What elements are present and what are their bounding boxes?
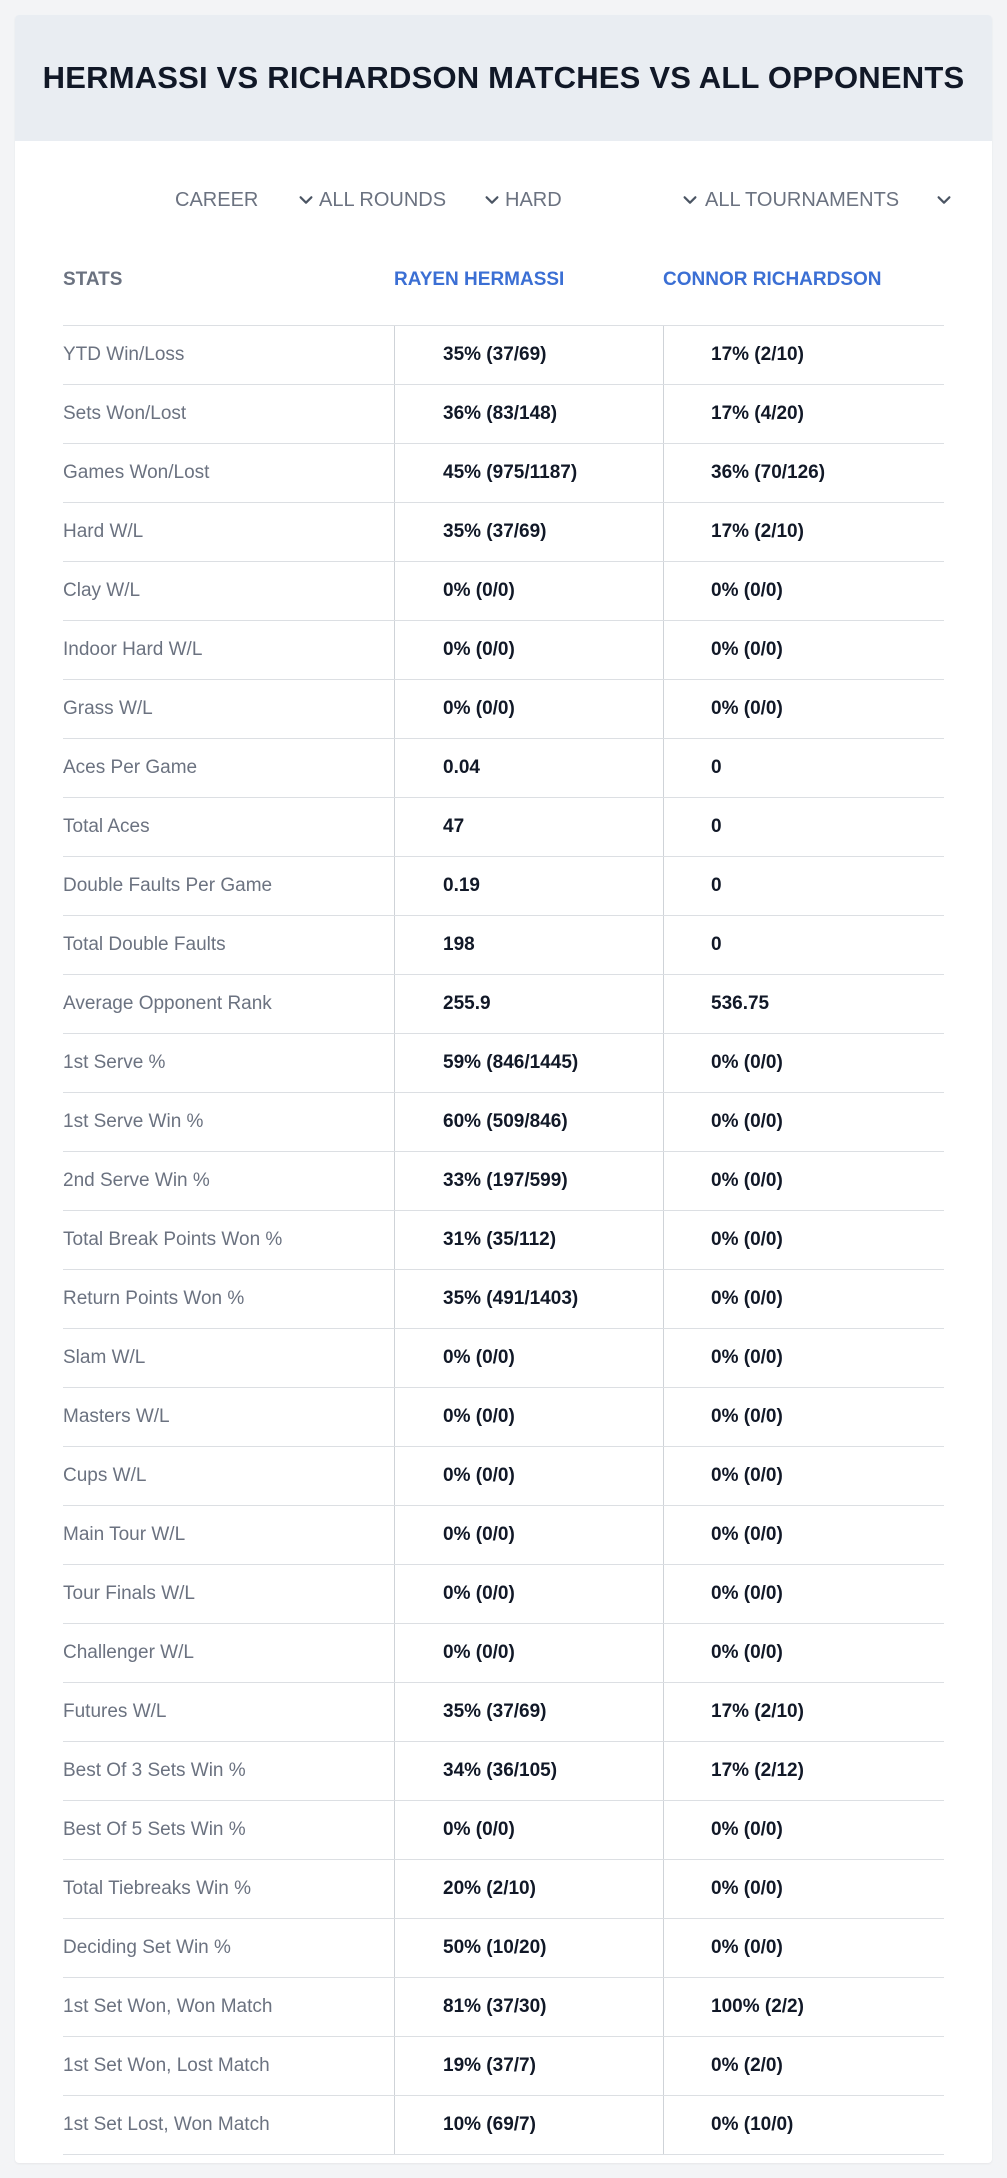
column-divider <box>663 1447 664 1505</box>
player2-value: 0% (0/0) <box>711 1347 783 1368</box>
table-row <box>63 2096 944 2155</box>
stats-column-header: STATS <box>63 269 123 290</box>
table-row <box>63 1270 944 1329</box>
player1-value: 31% (35/112) <box>443 1229 557 1250</box>
stat-label: Return Points Won % <box>63 1288 245 1309</box>
table-row <box>63 1388 944 1447</box>
column-divider <box>663 326 664 384</box>
table-row <box>63 739 944 798</box>
stat-label: 1st Set Won, Lost Match <box>63 2055 270 2076</box>
column-divider <box>663 385 664 443</box>
stat-label: Masters W/L <box>63 1406 170 1427</box>
stat-label: Challenger W/L <box>63 1642 194 1663</box>
table-row <box>63 857 944 916</box>
column-divider <box>663 1211 664 1269</box>
stat-label: Total Tiebreaks Win % <box>63 1878 251 1899</box>
stat-label: Main Tour W/L <box>63 1524 186 1545</box>
column-divider <box>394 1329 395 1387</box>
table-row <box>63 1506 944 1565</box>
table-row <box>63 1211 944 1270</box>
player2-value: 0 <box>711 875 722 896</box>
column-divider <box>394 798 395 856</box>
player2-value: 17% (2/10) <box>711 344 804 365</box>
rounds-select[interactable] <box>319 180 501 220</box>
table-row <box>63 1329 944 1388</box>
stat-label: Slam W/L <box>63 1347 146 1368</box>
player2-value: 0% (0/0) <box>711 1170 783 1191</box>
player1-value: 34% (36/105) <box>443 1760 558 1781</box>
column-divider <box>663 1270 664 1328</box>
column-divider <box>663 1388 664 1446</box>
player1-value: 59% (846/1445) <box>443 1052 579 1073</box>
column-divider <box>394 1624 395 1682</box>
player1-value: 35% (37/69) <box>443 521 547 542</box>
surface-select-value: HARD <box>505 188 562 211</box>
player2-value: 0 <box>711 816 722 837</box>
player1-value: 0% (0/0) <box>443 1819 515 1840</box>
player1-value: 81% (37/30) <box>443 1996 547 2017</box>
player2-value: 0% (0/0) <box>711 1819 783 1840</box>
column-divider <box>394 1152 395 1210</box>
column-divider <box>394 1270 395 1328</box>
player1-value: 35% (37/69) <box>443 344 547 365</box>
player1-value: 0% (0/0) <box>443 1465 515 1486</box>
player2-value: 36% (70/126) <box>711 462 826 483</box>
stat-label: 1st Serve Win % <box>63 1111 204 1132</box>
table-row <box>63 444 944 503</box>
column-divider <box>394 503 395 561</box>
player1-value: 0% (0/0) <box>443 1642 515 1663</box>
column-divider <box>394 1211 395 1269</box>
column-divider <box>663 975 664 1033</box>
column-divider <box>663 680 664 738</box>
table-row <box>63 2037 944 2096</box>
player2-value: 0 <box>711 934 722 955</box>
player2-value: 0% (0/0) <box>711 1288 783 1309</box>
chevron-down-icon <box>681 191 699 209</box>
player1-value: 35% (491/1403) <box>443 1288 579 1309</box>
stat-label: Double Faults Per Game <box>63 875 273 896</box>
column-divider <box>394 1388 395 1446</box>
player2-value: 0% (0/0) <box>711 1111 783 1132</box>
player1-value: 50% (10/20) <box>443 1937 547 1958</box>
player2-value: 0% (0/0) <box>711 1052 783 1073</box>
table-row <box>63 1093 944 1152</box>
column-divider <box>663 562 664 620</box>
column-divider <box>394 2037 395 2095</box>
column-divider <box>394 680 395 738</box>
stat-label: 1st Serve % <box>63 1052 166 1073</box>
table-row <box>63 1683 944 1742</box>
column-divider <box>394 1506 395 1564</box>
player2-value: 0 <box>711 757 722 778</box>
column-divider <box>394 975 395 1033</box>
column-divider <box>663 739 664 797</box>
player1-value: 0% (0/0) <box>443 1406 515 1427</box>
column-divider <box>663 1329 664 1387</box>
stat-label: Clay W/L <box>63 580 141 601</box>
column-divider <box>663 857 664 915</box>
stat-label: 2nd Serve Win % <box>63 1170 210 1191</box>
stat-label: Deciding Set Win % <box>63 1937 231 1958</box>
column-divider <box>394 1034 395 1092</box>
player1-value: 36% (83/148) <box>443 403 558 424</box>
player2-value: 0% (0/0) <box>711 1878 783 1899</box>
table-row <box>63 326 944 385</box>
player1-value: 0% (0/0) <box>443 1583 515 1604</box>
tournaments-select[interactable] <box>705 180 953 220</box>
table-body <box>63 326 944 2155</box>
stat-label: YTD Win/Loss <box>63 344 185 365</box>
player2-value: 0% (0/0) <box>711 1642 783 1663</box>
column-divider <box>663 1860 664 1918</box>
table-row <box>63 1801 944 1860</box>
player1-value: 0% (0/0) <box>443 1347 515 1368</box>
table-row <box>63 1152 944 1211</box>
stat-label: Total Break Points Won % <box>63 1229 283 1250</box>
column-divider <box>663 1683 664 1741</box>
stat-label: Total Aces <box>63 816 150 837</box>
player1-value: 60% (509/846) <box>443 1111 568 1132</box>
rounds-select-value: ALL ROUNDS <box>319 188 447 211</box>
column-divider <box>394 326 395 384</box>
column-divider <box>394 1093 395 1151</box>
column-divider <box>394 739 395 797</box>
period-select[interactable] <box>175 180 315 220</box>
stat-label: Average Opponent Rank <box>63 993 272 1014</box>
player1-value: 45% (975/1187) <box>443 462 578 483</box>
stat-label: Futures W/L <box>63 1701 167 1722</box>
player2-value: 17% (2/10) <box>711 1701 804 1722</box>
table-row <box>63 975 944 1034</box>
filter-bar <box>15 180 992 220</box>
table-row <box>63 1034 944 1093</box>
player2-value: 17% (4/20) <box>711 403 804 424</box>
stat-label: Tour Finals W/L <box>63 1583 195 1604</box>
table-row <box>63 385 944 444</box>
player2-value: 0% (0/0) <box>711 1524 783 1545</box>
stats-table <box>63 245 944 2155</box>
player1-value: 0% (0/0) <box>443 1524 515 1545</box>
surface-select[interactable] <box>505 180 699 220</box>
table-row <box>63 916 944 975</box>
player2-value: 0% (0/0) <box>711 1229 783 1250</box>
stat-label: Best Of 3 Sets Win % <box>63 1760 246 1781</box>
column-divider <box>394 1565 395 1623</box>
column-divider <box>394 1919 395 1977</box>
column-divider <box>663 2096 664 2154</box>
player2-value: 17% (2/12) <box>711 1760 804 1781</box>
column-divider <box>663 1742 664 1800</box>
table-row <box>63 680 944 739</box>
player1-value: 19% (37/7) <box>443 2055 536 2076</box>
player2-value: 0% (2/0) <box>711 2055 783 2076</box>
table-row <box>63 1447 944 1506</box>
player1-value: 255.9 <box>443 993 491 1014</box>
column-divider <box>394 1742 395 1800</box>
chevron-down-icon <box>935 191 953 209</box>
period-select-value: CAREER <box>175 188 259 211</box>
column-divider <box>663 1152 664 1210</box>
column-divider <box>663 2037 664 2095</box>
column-divider <box>663 1801 664 1859</box>
player2-value: 0% (0/0) <box>711 1937 783 1958</box>
player2-value: 0% (0/0) <box>711 580 783 601</box>
page-title: HERMASSI VS RICHARDSON MATCHES VS ALL OPPONENTS <box>42 60 965 95</box>
chevron-down-icon <box>297 191 315 209</box>
stat-label: Total Double Faults <box>63 934 226 955</box>
player2-value: 536.75 <box>711 993 770 1014</box>
column-divider <box>663 1093 664 1151</box>
player2-value: 0% (10/0) <box>711 2114 794 2135</box>
column-divider <box>663 1919 664 1977</box>
player1-value: 0.19 <box>443 875 480 896</box>
table-row <box>63 621 944 680</box>
player1-value: 10% (69/7) <box>443 2114 536 2135</box>
table-row <box>63 1978 944 2037</box>
table-row <box>63 1919 944 1978</box>
player1-value: 20% (2/10) <box>443 1878 536 1899</box>
player1-value: 35% (37/69) <box>443 1701 547 1722</box>
column-divider <box>394 621 395 679</box>
column-divider <box>663 1565 664 1623</box>
column-divider <box>663 798 664 856</box>
tournaments-select-value: ALL TOURNAMENTS <box>705 188 900 211</box>
player1-value: 0.04 <box>443 757 480 778</box>
table-row <box>63 798 944 857</box>
player2-value: 0% (0/0) <box>711 698 783 719</box>
stat-label: 1st Set Won, Won Match <box>63 1996 273 2017</box>
column-divider <box>663 621 664 679</box>
column-divider <box>394 916 395 974</box>
column-divider <box>663 1978 664 2036</box>
table-row <box>63 562 944 621</box>
stat-label: Aces Per Game <box>63 757 198 778</box>
column-divider <box>663 1506 664 1564</box>
stat-label: Hard W/L <box>63 521 144 542</box>
column-divider <box>394 1978 395 2036</box>
table-row <box>63 1624 944 1683</box>
player1-column-header[interactable]: RAYEN HERMASSI <box>394 269 565 290</box>
column-divider <box>394 2096 395 2154</box>
column-divider <box>394 562 395 620</box>
column-divider <box>663 916 664 974</box>
stat-label: 1st Set Lost, Won Match <box>63 2114 270 2135</box>
column-divider <box>663 1624 664 1682</box>
player2-value: 17% (2/10) <box>711 521 804 542</box>
player1-value: 198 <box>443 934 475 955</box>
player2-value: 0% (0/0) <box>711 1465 783 1486</box>
player2-value: 0% (0/0) <box>711 639 783 660</box>
column-divider <box>394 1447 395 1505</box>
column-divider <box>394 444 395 502</box>
player2-value: 0% (0/0) <box>711 1406 783 1427</box>
stat-label: Grass W/L <box>63 698 153 719</box>
column-divider <box>663 503 664 561</box>
column-divider <box>394 1860 395 1918</box>
player2-value: 100% (2/2) <box>711 1996 804 2017</box>
player2-column-header[interactable]: CONNOR RICHARDSON <box>663 269 882 290</box>
player1-value: 33% (197/599) <box>443 1170 568 1191</box>
player2-value: 0% (0/0) <box>711 1583 783 1604</box>
chevron-down-icon <box>483 191 501 209</box>
table-row <box>63 1565 944 1624</box>
player1-value: 0% (0/0) <box>443 580 515 601</box>
column-divider <box>394 1683 395 1741</box>
stats-card <box>15 15 992 2163</box>
column-divider <box>394 1801 395 1859</box>
stat-label: Best Of 5 Sets Win % <box>63 1819 246 1840</box>
column-divider <box>663 444 664 502</box>
table-header <box>63 245 944 326</box>
player1-value: 0% (0/0) <box>443 639 515 660</box>
player1-value: 0% (0/0) <box>443 698 515 719</box>
stat-label: Indoor Hard W/L <box>63 639 203 660</box>
stat-label: Sets Won/Lost <box>63 403 187 424</box>
player1-value: 47 <box>443 816 465 837</box>
stat-label: Games Won/Lost <box>63 462 210 483</box>
column-divider <box>663 1034 664 1092</box>
column-divider <box>394 385 395 443</box>
page-header <box>15 15 992 141</box>
column-divider <box>394 857 395 915</box>
table-row <box>63 503 944 562</box>
table-row <box>63 1742 944 1801</box>
stat-label: Cups W/L <box>63 1465 147 1486</box>
table-row <box>63 1860 944 1919</box>
